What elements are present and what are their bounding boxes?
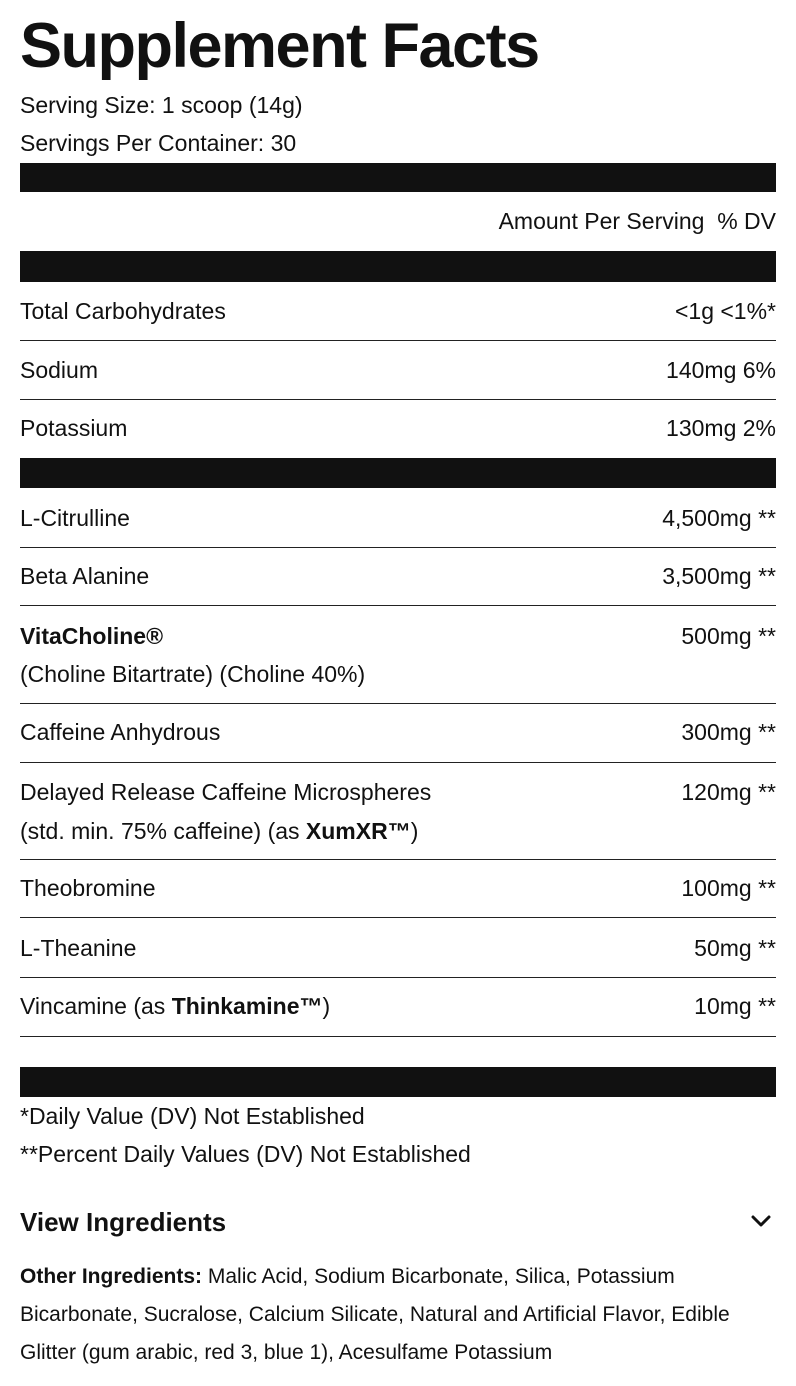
ingredient-amount: 100mg ** [681, 875, 776, 901]
ingredient-name [20, 987, 330, 1025]
ingredient-row [20, 860, 776, 918]
ingredient-amount: 10mg ** [694, 993, 776, 1019]
serving-size: Serving Size: 1 scoop (14g) [20, 92, 303, 118]
nutrient-row [20, 282, 776, 341]
panel-title: Supplement Facts [20, 11, 539, 81]
other-ingredients-label: Other Ingredients: [20, 1265, 203, 1288]
other-ingredients [20, 1258, 780, 1372]
ingredient-row [20, 763, 776, 860]
ingredient-row [20, 978, 776, 1037]
ingredient-row [20, 704, 776, 763]
nutrient-name: Total Carbohydrates [20, 298, 226, 324]
amount-per-serving-header [499, 205, 776, 237]
ingredient-amount: 3,500mg ** [662, 563, 776, 589]
ingredient-name: VitaCholine® [20, 623, 164, 649]
servings-per-container: Servings Per Container: 30 [20, 130, 297, 156]
ingredient-row [20, 548, 776, 606]
divider-bar [20, 1067, 776, 1097]
brand-name: XumXR™ [305, 818, 411, 844]
ingredient-amount: 500mg ** [681, 623, 776, 649]
chevron-down-icon[interactable] [748, 1208, 774, 1234]
dv-label: % DV [717, 208, 776, 234]
brand-name: Thinkamine™ [171, 993, 323, 1019]
divider-bar [20, 251, 776, 282]
nutrient-amount: <1g <1%* [674, 298, 776, 324]
ingredient-row [20, 606, 776, 704]
ingredient-detail: (Choline Bitartrate) (Choline 40%) [20, 661, 366, 687]
dv-footnote: *Daily Value (DV) Not Established [20, 1103, 365, 1129]
ingredient-name: Beta Alanine [20, 563, 150, 589]
ingredient-amount: 300mg ** [681, 719, 776, 745]
name-text: ) [322, 993, 331, 1019]
amount-per-serving-label: Amount Per Serving [498, 208, 705, 234]
ingredient-amount: 4,500mg ** [662, 505, 776, 531]
other-ingredients-text: Malic Acid, Sodium Bicarbonate, Silica, Potassium Bicarbonate, Sucralose, Calcium Silicate, Natural and Artificial Flavor, Edible Glitter (gum arabic, red 3, blue 1), Acesulfame Potassium [20, 1265, 730, 1364]
ingredient-name: Delayed Release Caffeine Microspheres [20, 779, 432, 805]
ingredient-name: L-Theanine [20, 935, 137, 961]
nutrient-amount: 140mg 6% [666, 357, 776, 383]
pdv-footnote: **Percent Daily Values (DV) Not Established [20, 1141, 471, 1167]
detail-text: (std. min. 75% caffeine) (as [20, 818, 306, 844]
ingredient-name: Theobromine [20, 875, 156, 901]
ingredient-name: Caffeine Anhydrous [20, 719, 221, 745]
ingredient-row [20, 488, 776, 548]
ingredient-row [20, 918, 776, 978]
nutrient-name: Sodium [20, 357, 98, 383]
divider-bar [20, 163, 776, 192]
divider-bar [20, 458, 776, 488]
nutrient-name: Potassium [20, 415, 128, 441]
ingredient-detail [20, 812, 418, 850]
ingredient-name: L-Citrulline [20, 505, 130, 531]
name-text: Vincamine (as [20, 993, 172, 1019]
nutrient-row [20, 400, 776, 458]
nutrient-amount: 130mg 2% [666, 415, 776, 441]
view-ingredients-toggle[interactable]: View Ingredients [20, 1207, 227, 1237]
ingredient-amount: 50mg ** [694, 935, 776, 961]
detail-text: ) [410, 818, 419, 844]
ingredient-amount: 120mg ** [681, 779, 776, 805]
nutrient-row [20, 341, 776, 400]
